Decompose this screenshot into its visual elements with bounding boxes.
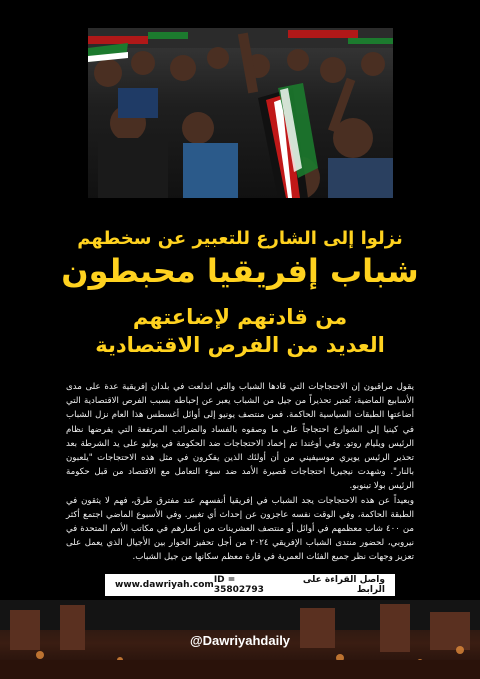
read-more-label: واصل القراءة على الرابط — [302, 575, 385, 595]
headline-kicker: نزلوا إلى الشارع للتعبير عن سخطهم — [77, 228, 403, 249]
headline-title: شباب إفريقيا محبطون — [61, 252, 419, 290]
headline-subtitle-line1: من قادتهم لإضاعتهم — [132, 305, 348, 329]
article-body — [66, 380, 414, 565]
read-more-bar[interactable] — [105, 574, 395, 596]
crowd-illustration — [88, 28, 393, 198]
headline-subtitle-line2: العديد من الفرص الاقتصادية — [95, 333, 385, 357]
article-paragraph-1: يقول مراقبون إن الاحتجاجات التي قادها الشباب والتي اندلعت في بلدان إفريقية عدة على مدى الأسابيع الماضية، تُعتبر تحذيراً من جيل من الشباب يعبر عن إحباطه بسبب الفرص الاقتصادية التي أضاعتها الطبقات السياسية الحاكمة. فمن منتصف يونيو إلى أوائل أغسطس هذا العام نزل الشباب في كينيا إلى الشوارع احتجاجاً على ما وصفوه بالفساد والضرائب المرتفعة التي يفرضها نظام الرئيس ويليام روتو. وفي أوغندا تم إخماد الاحتجاجات ضد الحكومة في يوليو على يد الشرطة بعد تحذير الرئيس يويري موسيفيني من أن أولئك الذين يفكرون في مثل هذه الاحتجاجات "يلعبون بالنار". وشهدت نيجيريا احتجاجات قصيرة الأمد ضد سوء التعامل مع الاقتصاد من قبل حكومة الرئيس بولا تينوبو. — [66, 382, 414, 492]
article-paragraph-2: وبعيداً عن هذه الاحتجاجات يجد الشباب في إفريقيا أنفسهم عند مفترق طرق، فهم لا يثقون في الطبقة الحاكمة، وفي الوقت نفسه عاجزون عن إحداث أي تغيير. وفي الأسبوع الماضي اجتمع أكثر من ٤٠٠ شاب معظمهم في أوائل أو منتصف العشرينات من أعمارهم في مكاتب الأمم المتحدة في نيروبي، لحضور منتدى الشباب الإفريقي ٢٠٢٤ من أجل تحفيز الحوار بين الأجيال الذي يعمل على تعزيز وجهات نظر جميع الفئات العمرية في قارة معظم سكانها من جيل الشباب. — [66, 495, 414, 563]
social-handle: @Dawriyahdaily — [189, 633, 291, 648]
article-id: ID = 35802793 — [213, 575, 264, 595]
protest-crowd-photo — [88, 28, 393, 198]
website-link[interactable]: www.dawriyah.com — [115, 580, 214, 590]
